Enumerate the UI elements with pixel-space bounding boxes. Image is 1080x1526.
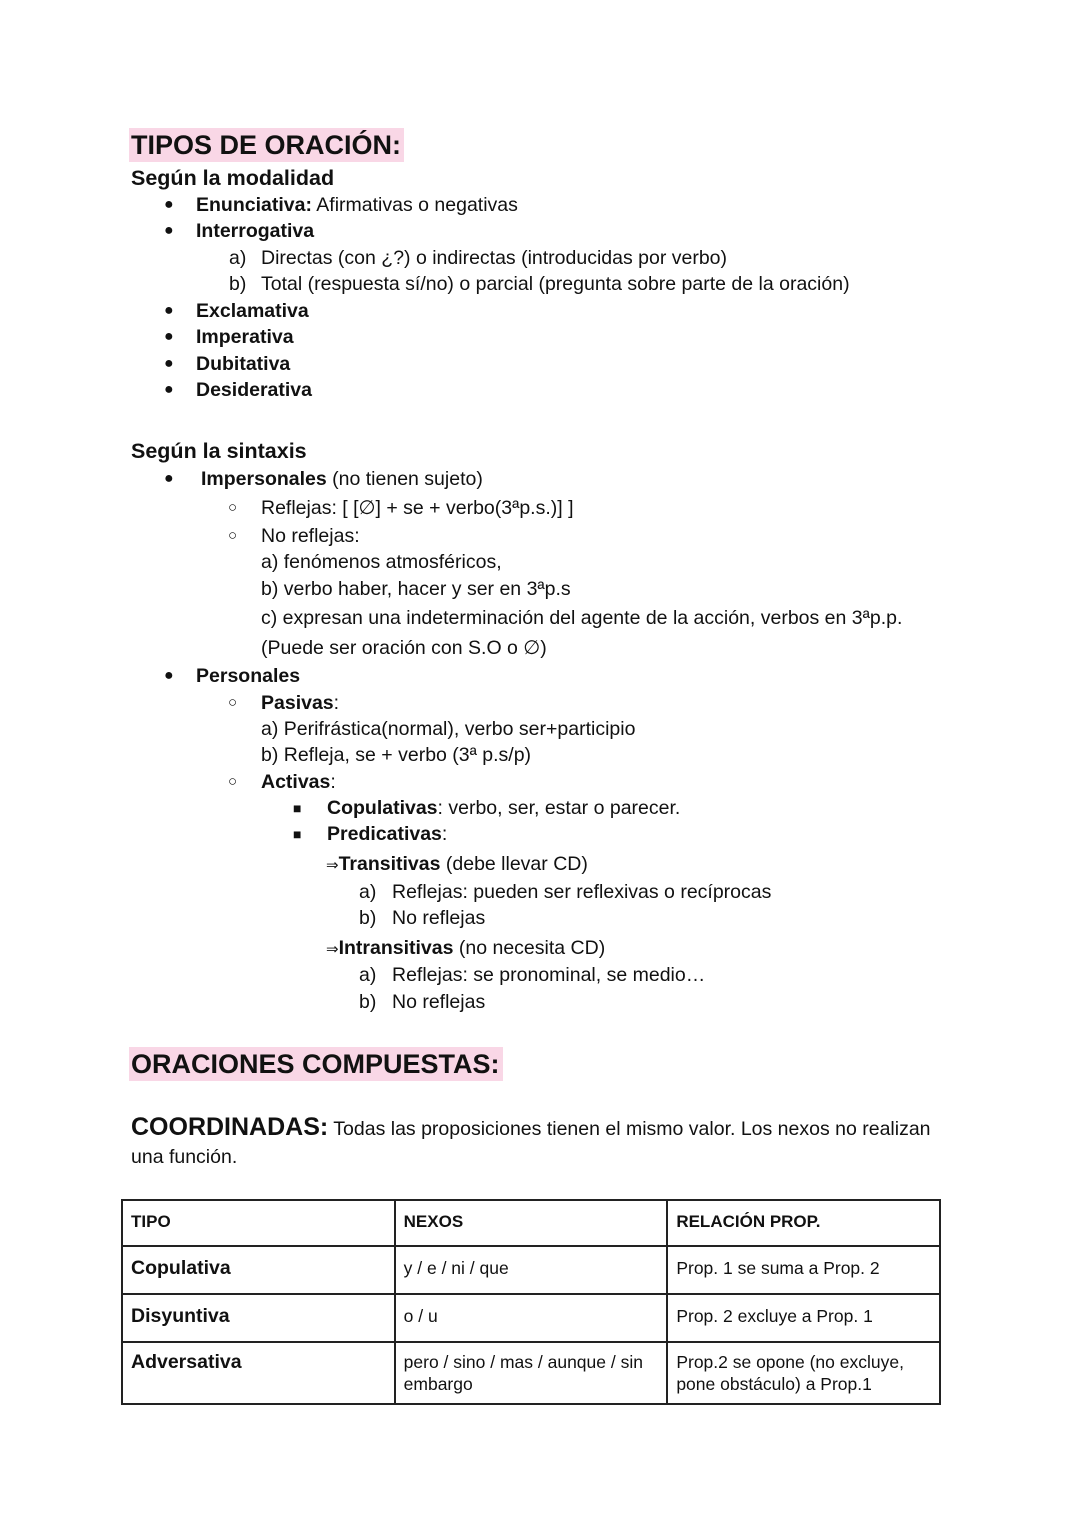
no-reflejas-note: (Puede ser oración con S.O o ∅) <box>261 637 547 659</box>
table-header-tipo: TIPO <box>122 1200 395 1246</box>
table-cell-tipo: Disyuntiva <box>122 1294 395 1342</box>
coordinadas-paragraph-cont: una función. <box>131 1146 238 1168</box>
circle-bullet-icon: ○ <box>228 694 238 711</box>
intransitivas-item-a: Reflejas: se pronominal, se medio… <box>392 964 706 986</box>
pasivas-item-b: b) Refleja, se + verbo (3ª p.s/p) <box>261 744 532 766</box>
section-title-oraciones-compuestas: ORACIONES COMPUESTAS: <box>129 1047 503 1081</box>
bullet-icon: ● <box>164 381 174 398</box>
list-item-personales: Personales <box>196 665 301 687</box>
coordinadas-table <box>121 1199 941 1405</box>
no-reflejas-item-c: c) expresan una indeterminación del agente de la acción, verbos en 3ªp.p. <box>261 607 903 629</box>
list-item-imperativa: Imperativa <box>196 326 294 348</box>
list-marker: a) <box>359 881 377 903</box>
bullet-icon: ● <box>164 355 174 372</box>
table-cell-tipo: Adversativa <box>122 1342 395 1404</box>
list-item-activas: Activas: <box>261 771 336 793</box>
transitivas-item-b: No reflejas <box>392 907 486 929</box>
table-cell-relacion: Prop. 2 excluye a Prop. 1 <box>667 1294 940 1342</box>
bullet-icon: ● <box>164 328 174 345</box>
list-item-pasivas: Pasivas: <box>261 692 340 714</box>
table-cell-nexos: o / u <box>395 1294 668 1342</box>
table-cell-relacion: Prop.2 se opone (no excluye, pone obstáculo) a Prop.1 <box>667 1342 940 1404</box>
list-item-transitivas: ⇒Transitivas (debe llevar CD) <box>326 853 588 875</box>
table-row <box>122 1294 940 1342</box>
table-cell-relacion: Prop. 1 se suma a Prop. 2 <box>667 1246 940 1294</box>
list-item-enunciativa: Enunciativa: Afirmativas o negativas <box>196 194 518 216</box>
intransitivas-item-b: No reflejas <box>392 991 486 1013</box>
arrow-right-icon: ⇒ <box>326 857 339 874</box>
list-item-interrogativa: Interrogativa <box>196 220 315 242</box>
list-item-total: Total (respuesta sí/no) o parcial (pregunta sobre parte de la oración) <box>261 273 850 295</box>
list-item-desiderativa: Desiderativa <box>196 379 312 401</box>
bullet-icon: ● <box>164 222 174 239</box>
heading-segun-modalidad: Según la modalidad <box>131 166 335 190</box>
table-row <box>122 1342 940 1404</box>
bullet-icon: ● <box>164 196 174 213</box>
list-marker: b) <box>229 273 247 295</box>
list-item-no-reflejas: No reflejas: <box>261 525 360 547</box>
heading-segun-sintaxis: Según la sintaxis <box>131 439 307 463</box>
list-marker: b) <box>359 907 377 929</box>
list-item-impersonales: Impersonales (no tienen sujeto) <box>201 468 483 490</box>
transitivas-item-a: Reflejas: pueden ser reflexivas o recíprocas <box>392 881 772 903</box>
no-reflejas-item-b: b) verbo haber, hacer y ser en 3ªp.s <box>261 578 571 600</box>
list-item-intransitivas: ⇒Intransitivas (no necesita CD) <box>326 937 606 959</box>
coordinadas-paragraph: COORDINADAS: Todas las proposiciones tienen el mismo valor. Los nexos no realizan <box>131 1113 931 1141</box>
bullet-icon: ● <box>164 667 174 684</box>
bullet-icon: ● <box>164 470 174 487</box>
circle-bullet-icon: ○ <box>228 527 238 544</box>
list-item-exclamativa: Exclamativa <box>196 300 309 322</box>
circle-bullet-icon: ○ <box>228 773 238 790</box>
square-bullet-icon: ■ <box>293 826 302 842</box>
list-item-reflejas: Reflejas: [ [∅] + se + verbo(3ªp.s.)] ] <box>261 497 574 519</box>
list-marker: a) <box>229 247 247 269</box>
table-header-nexos: NEXOS <box>395 1200 668 1246</box>
table-cell-nexos: y / e / ni / que <box>395 1246 668 1294</box>
table-header-relacion: RELACIÓN PROP. <box>667 1200 940 1246</box>
list-item-copulativas: Copulativas: verbo, ser, estar o parecer. <box>327 797 681 819</box>
table-cell-nexos: pero / sino / mas / aunque / sin embargo <box>395 1342 668 1404</box>
table-header-row <box>122 1200 940 1246</box>
list-marker: b) <box>359 991 377 1013</box>
list-marker: a) <box>359 964 377 986</box>
list-item-directas: Directas (con ¿?) o indirectas (introducidas por verbo) <box>261 247 728 269</box>
list-item-dubitativa: Dubitativa <box>196 353 291 375</box>
square-bullet-icon: ■ <box>293 800 302 816</box>
pasivas-item-a: a) Perifrástica(normal), verbo ser+participio <box>261 718 636 740</box>
no-reflejas-item-a: a) fenómenos atmosféricos, <box>261 551 502 573</box>
list-item-predicativas: Predicativas: <box>327 823 448 845</box>
section-title-tipos-de-oracion: TIPOS DE ORACIÓN: <box>129 128 404 162</box>
arrow-right-icon: ⇒ <box>326 941 339 958</box>
circle-bullet-icon: ○ <box>228 499 238 516</box>
table-row <box>122 1246 940 1294</box>
bullet-icon: ● <box>164 302 174 319</box>
table-cell-tipo: Copulativa <box>122 1246 395 1294</box>
